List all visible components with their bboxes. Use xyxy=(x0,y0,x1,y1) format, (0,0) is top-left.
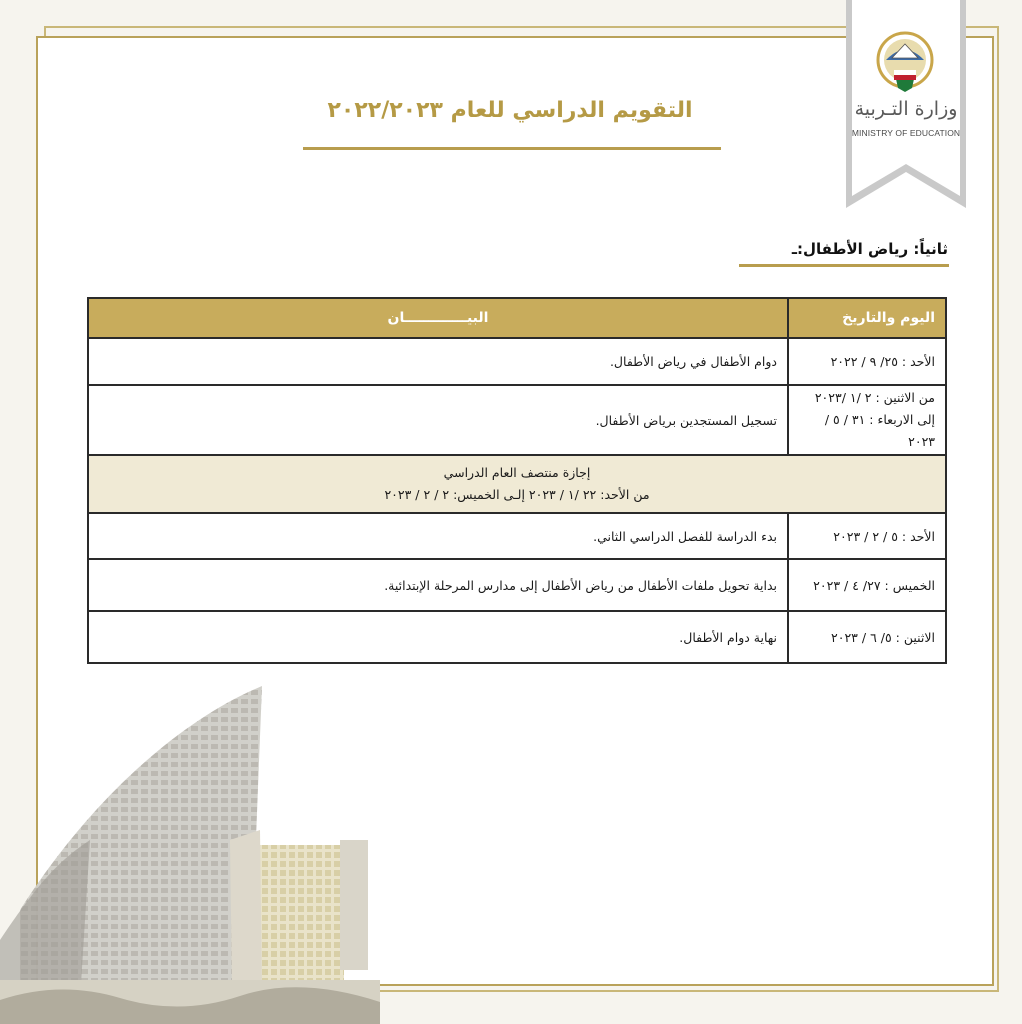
row-date: الاثنين : ٥/ ٦ / ٢٠٢٣ xyxy=(788,611,946,663)
holiday-title: إجازة منتصف العام الدراسي xyxy=(443,465,591,480)
table-row xyxy=(88,513,946,559)
kuwait-emblem-icon xyxy=(874,30,936,94)
row-description: نهاية دوام الأطفال. xyxy=(88,611,788,663)
table-row xyxy=(88,611,946,663)
row-date xyxy=(788,385,946,455)
row-description: دوام الأطفال في رياض الأطفال. xyxy=(88,338,788,385)
table-row-holiday xyxy=(88,455,946,513)
table-row xyxy=(88,559,946,611)
calendar-table xyxy=(87,297,947,664)
section-underline xyxy=(739,264,949,267)
header-date: اليوم والتاريخ xyxy=(788,298,946,338)
holiday-dates: من الأحد: ٢٢ /١ / ٢٠٢٣ إلـى الخميس: ٢ / ٢ / ٢٠٢٣ xyxy=(384,487,650,502)
section-heading: ثانياً: رياض الأطفال:ـ xyxy=(791,240,948,258)
row-description: تسجيل المستجدين برياض الأطفال. xyxy=(88,385,788,455)
ministry-name-english: MINISTRY OF EDUCATION xyxy=(851,128,961,138)
row-date-end: إلى الاربعاء : ٣١ / ٥ / ٢٠٢٣ xyxy=(824,412,935,449)
table-row xyxy=(88,385,946,455)
title-underline xyxy=(303,147,721,150)
holiday-cell xyxy=(88,455,946,513)
header-description: البيـــــــــــــان xyxy=(88,298,788,338)
ministry-name-arabic: وزارة التـربية xyxy=(854,98,958,120)
table-row xyxy=(88,338,946,385)
row-date: الأحد : ٥ / ٢ / ٢٠٢٣ xyxy=(788,513,946,559)
row-description: بدء الدراسة للفصل الدراسي الثاني. xyxy=(88,513,788,559)
table-header-row xyxy=(88,298,946,338)
row-date-start: من الاثنين : ٢ /١ /٢٠٢٣ xyxy=(814,390,935,405)
ministry-building-illustration xyxy=(0,680,380,1024)
row-description: بداية تحويل ملفات الأطفال من رياض الأطفال إلى مدارس المرحلة الإبتدائية. xyxy=(88,559,788,611)
row-date: الخميس : ٢٧/ ٤ / ٢٠٢٣ xyxy=(788,559,946,611)
page-title: التقويم الدراسي للعام ٢٠٢٢/٢٠٢٣ xyxy=(327,98,693,123)
row-date: الأحد : ٢٥/ ٩ / ٢٠٢٢ xyxy=(788,338,946,385)
